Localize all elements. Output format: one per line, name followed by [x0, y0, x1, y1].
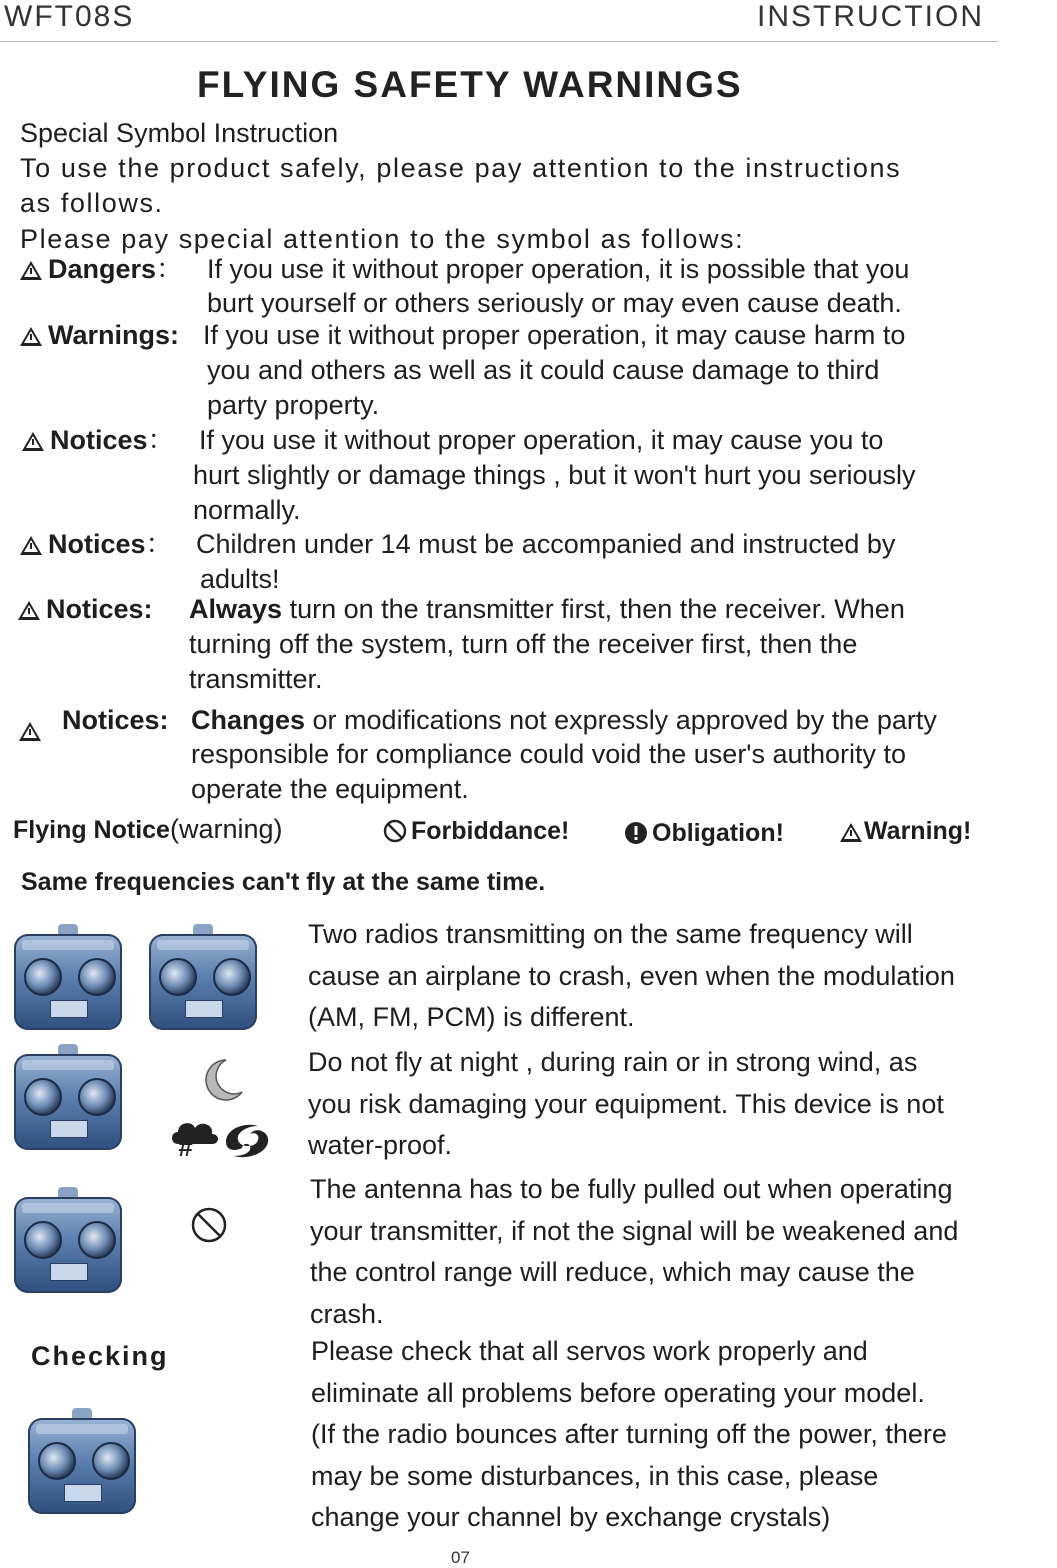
legend-forbiddance: [383, 815, 569, 847]
legend-text: Warning!: [864, 817, 972, 845]
warning-triangle-icon: [18, 601, 40, 620]
symbol-label-notices-2: [20, 527, 173, 561]
symbol-label-notices-1: [22, 423, 175, 457]
section-name: INSTRUCTION: [757, 0, 984, 33]
symbol-label-notices-3: [18, 592, 153, 626]
warning-triangle-icon: [20, 536, 42, 555]
text: turn on the transmitter first, then the receiver. When: [282, 594, 905, 624]
para-line: the control range will reduce, which may cause the: [310, 1257, 915, 1287]
forbiddance-icon: [383, 819, 407, 843]
model-name: WFT08S: [4, 0, 135, 33]
para-line: Two radios transmitting on the same frequency will: [308, 919, 913, 949]
para-line: may be some disturbances, in this case, please: [311, 1460, 879, 1491]
notices-1-line-3: normally.: [193, 495, 301, 525]
flying-notice-heading: [13, 813, 283, 846]
para-line: (AM, FM, PCM) is different.: [308, 1002, 635, 1032]
para-line: cause an airplane to crash, even when the modulation: [308, 960, 955, 991]
paragraph-same-frequency: [308, 914, 955, 1039]
notices-3-line-1: [189, 592, 905, 627]
moon-icon: [196, 1058, 244, 1102]
wind-icon: [222, 1120, 272, 1160]
intro-line-2: as follows.: [20, 188, 164, 218]
notices-4-line-3: operate the equipment.: [191, 774, 469, 804]
para-line: Do not fly at night , during rain or in strong wind, as: [308, 1047, 918, 1077]
symbol-triangle-notices-4: [19, 722, 47, 741]
rain-glyph: #: [178, 1132, 193, 1162]
warning-triangle-icon: [840, 823, 862, 842]
notices-4-line-1: [191, 703, 937, 738]
label-sep: ：: [156, 254, 184, 284]
para-line: your transmitter, if not the signal will be weakened and: [310, 1215, 959, 1246]
legend-warning: [840, 815, 971, 847]
header-rule: [0, 41, 998, 42]
page-number: 07: [451, 1548, 470, 1567]
legend-text: Obligation!: [652, 819, 784, 847]
obligation-icon: [624, 821, 648, 845]
paragraph-weather: [308, 1042, 944, 1167]
transmitter-icon: [12, 1187, 124, 1295]
label-text: Warnings:: [48, 320, 179, 350]
label-sep: ：: [145, 529, 173, 559]
para-line: water-proof.: [308, 1130, 453, 1160]
para-line: change your channel by exchange crystals): [311, 1502, 831, 1532]
page-title: FLYING SAFETY WARNINGS: [197, 64, 743, 105]
notices-2-line-1: Children under 14 must be accompanied and instructed by: [196, 529, 896, 559]
symbol-label-dangers: [20, 252, 183, 286]
para-line: you risk damaging your equipment. This device is not: [308, 1088, 944, 1119]
notices-3-line-3: transmitter.: [189, 664, 323, 694]
warning-triangle-icon: [19, 722, 41, 741]
emphasis-changes: Changes: [191, 705, 306, 735]
paragraph-checking: [311, 1331, 947, 1539]
transmitter-icon: [147, 924, 259, 1032]
warnings-line-3: party property.: [207, 390, 380, 420]
notices-1-line-2: hurt slightly or damage things , but it won't hurt you seriously: [193, 460, 916, 490]
same-frequency-heading: Same frequencies can't fly at the same time.: [21, 868, 546, 896]
para-line: (If the radio bounces after turning off the power, there: [311, 1419, 947, 1449]
forbiddance-icon: [190, 1206, 228, 1244]
label-text: Notices:: [46, 594, 153, 624]
emphasis-always: Always: [189, 594, 283, 624]
legend-obligation: [624, 817, 784, 849]
para-line: eliminate all problems before operating your model.: [311, 1377, 925, 1408]
notices-2-line-2: adults!: [200, 564, 280, 594]
notices-3-line-2: turning off the system, turn off the receiver first, then the: [189, 629, 858, 659]
label-sep: ：: [147, 425, 175, 455]
warning-triangle-icon: [20, 261, 42, 280]
warning-triangle-icon: [20, 327, 42, 346]
notices-4-line-2: responsible for compliance could void the user's authority to: [191, 739, 907, 769]
label-text: Dangers: [48, 254, 157, 284]
para-line: The antenna has to be fully pulled out when operating: [310, 1174, 953, 1204]
para-line: Please check that all servos work properly and: [311, 1336, 868, 1366]
flying-notice-label: Flying Notice: [13, 816, 170, 844]
transmitter-icon: [12, 924, 124, 1032]
flying-notice-suffix: (warning): [169, 814, 283, 844]
label-text: Notices: [48, 529, 146, 559]
rain-cloud-icon: [170, 1118, 220, 1162]
intro-line-1: To use the product safely, please pay attention to the instructions: [20, 153, 902, 183]
transmitter-icon: [12, 1044, 124, 1152]
checking-heading: Checking: [31, 1341, 169, 1371]
symbol-label-warnings: [20, 318, 179, 352]
symbol-label-notices-4: Notices:: [62, 705, 169, 735]
legend-text: Forbiddance!: [411, 817, 570, 845]
dangers-line-2: burt yourself or others seriously or may even cause death.: [207, 288, 902, 318]
warnings-line-2: you and others as well as it could cause damage to third: [207, 355, 880, 385]
transmitter-icon: [26, 1408, 138, 1516]
notices-1-line-1: If you use it without proper operation, it may cause you to: [199, 425, 884, 455]
warnings-line-1: If you use it without proper operation, it may cause harm to: [203, 320, 906, 350]
warning-triangle-icon: [22, 432, 44, 451]
text: or modifications not expressly approved by the party: [305, 705, 937, 735]
intro-line-3: Please pay special attention to the symbol as follows:: [20, 224, 745, 254]
paragraph-antenna: [310, 1169, 958, 1335]
dangers-line-1: If you use it without proper operation, it is possible that you: [207, 254, 910, 284]
label-text: Notices: [50, 425, 148, 455]
intro-heading: Special Symbol Instruction: [20, 118, 339, 148]
para-line: crash.: [310, 1298, 384, 1329]
